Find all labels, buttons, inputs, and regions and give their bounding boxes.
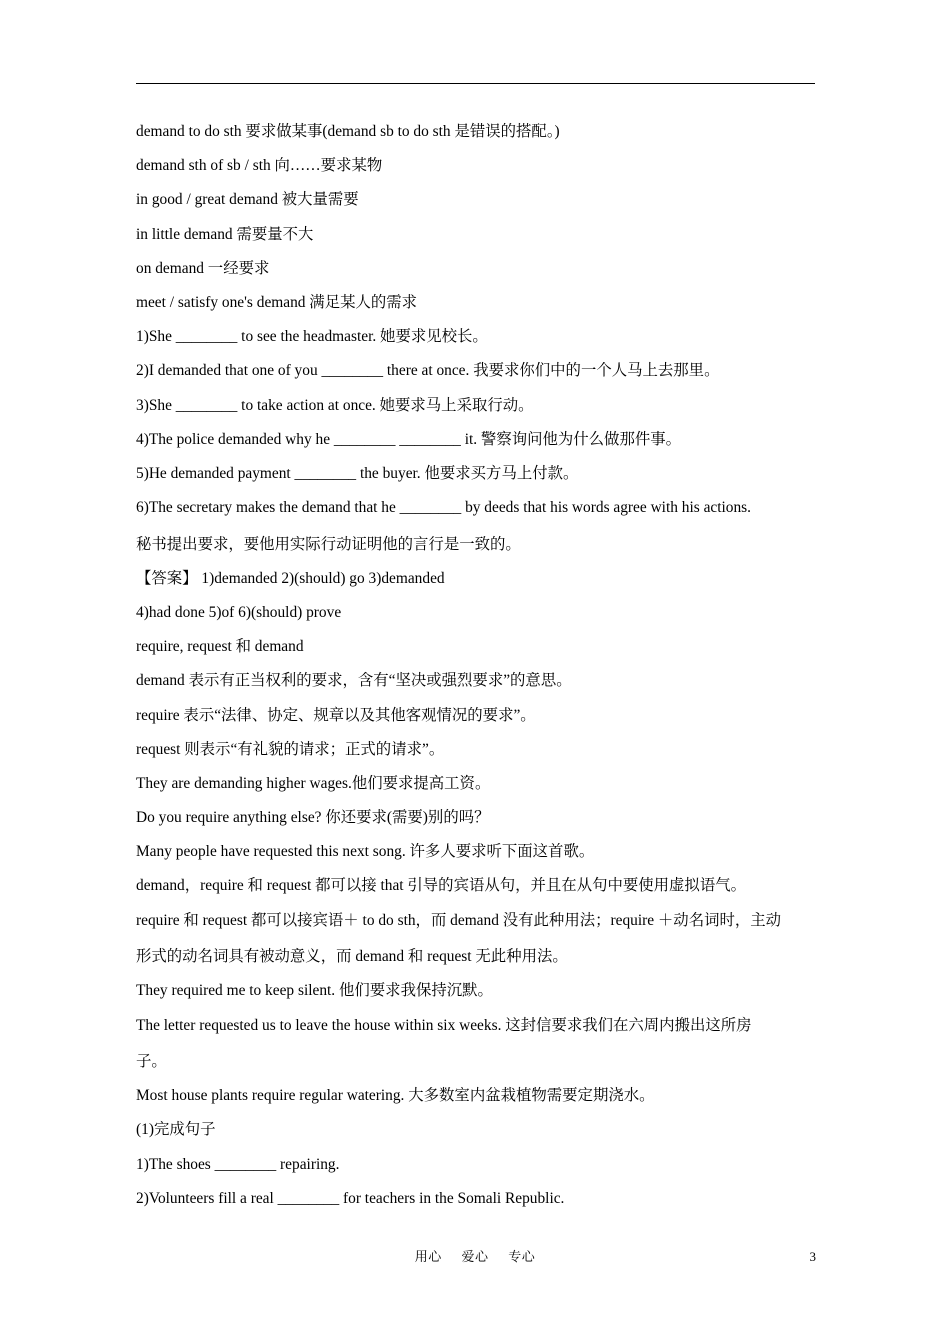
exercise-item: 6)The secretary makes the demand that he ________ by deeds that his words agree with his actions. <box>136 499 752 517</box>
header-rule <box>136 83 815 84</box>
text-line: request 则表示“有礼貌的请求；正式的请求”。 <box>136 740 445 758</box>
exercise-item: 1)She ________ to see the headmaster. 她要求见校长。 <box>136 328 488 346</box>
text-line: demand sth of sb / sth 向……要求某物 <box>136 157 383 175</box>
exercise-item: 5)He demanded payment ________ the buyer. 他要求买方马上付款。 <box>136 464 579 482</box>
example-sentence: They are demanding higher wages.他们要求提高工资。 <box>136 774 491 792</box>
text-line: require 表示“法律、协定、规章以及其他客观情况的要求”。 <box>136 706 536 724</box>
exercise-item: 2)Volunteers fill a real ________ for teachers in the Somali Republic. <box>136 1189 565 1207</box>
text-line-continued: 形式的动名词具有被动意义，而 demand 和 request 无此种用法。 <box>136 948 568 966</box>
text-line: require 和 request 都可以接宾语＋ to do sth，而 demand 没有此种用法；require ＋动名词时，主动 <box>136 911 782 929</box>
example-sentence: Most house plants require regular watering. 大多数室内盆栽植物需要定期浇水。 <box>136 1087 655 1105</box>
page-number: 3 <box>809 1249 816 1264</box>
text-line: meet / satisfy one's demand 满足某人的需求 <box>136 293 418 311</box>
answer-key: 【答案】 1)demanded 2)(should) go 3)demanded <box>136 569 445 587</box>
example-sentence: Do you require anything else? 你还要求(需要)别的吗？ <box>136 809 490 827</box>
document-body <box>136 122 818 1223</box>
exercise-heading: (1)完成句子 <box>136 1121 216 1139</box>
text-line: on demand 一经要求 <box>136 259 270 277</box>
section-heading: require, request 和 demand <box>136 638 304 656</box>
footer-word: 用心 <box>414 1249 442 1264</box>
example-sentence: Many people have requested this next song. 许多人要求听下面这首歌。 <box>136 843 595 861</box>
text-line: demand 表示有正当权利的要求，含有“坚决或强烈要求”的意思。 <box>136 672 572 690</box>
exercise-item: 3)She ________ to take action at once. 她要求马上采取行动。 <box>136 396 534 414</box>
example-sentence-continued: 子。 <box>136 1053 167 1070</box>
exercise-item: 4)The police demanded why he ________ ________ it. 警察询问他为什么做那件事。 <box>136 430 682 448</box>
text-line: demand，require 和 request 都可以接 that 引导的宾语从句，并且在从句中要使用虚拟语气。 <box>136 877 746 895</box>
footer-word: 爱心 <box>461 1249 489 1264</box>
exercise-item-continued: 秘书提出要求，要他用实际行动证明他的言行是一致的。 <box>136 535 521 553</box>
example-sentence: They required me to keep silent. 他们要求我保持沉默。 <box>136 982 493 1000</box>
text-line: in good / great demand 被大量需要 <box>136 191 359 209</box>
answer-key-continued: 4)had done 5)of 6)(should) prove <box>136 603 342 621</box>
footer-word: 专心 <box>508 1249 536 1264</box>
exercise-item: 2)I demanded that one of you ________ there at once. 我要求你们中的一个人马上去那里。 <box>136 362 720 380</box>
example-sentence: The letter requested us to leave the house within six weeks. 这封信要求我们在六周内搬出这所房 <box>136 1016 752 1034</box>
text-line: demand to do sth 要求做某事(demand sb to do sth 是错误的搭配。) <box>136 123 560 140</box>
exercise-item: 1)The shoes ________ repairing. <box>136 1155 340 1173</box>
text-line: in little demand 需要量不大 <box>136 225 314 243</box>
